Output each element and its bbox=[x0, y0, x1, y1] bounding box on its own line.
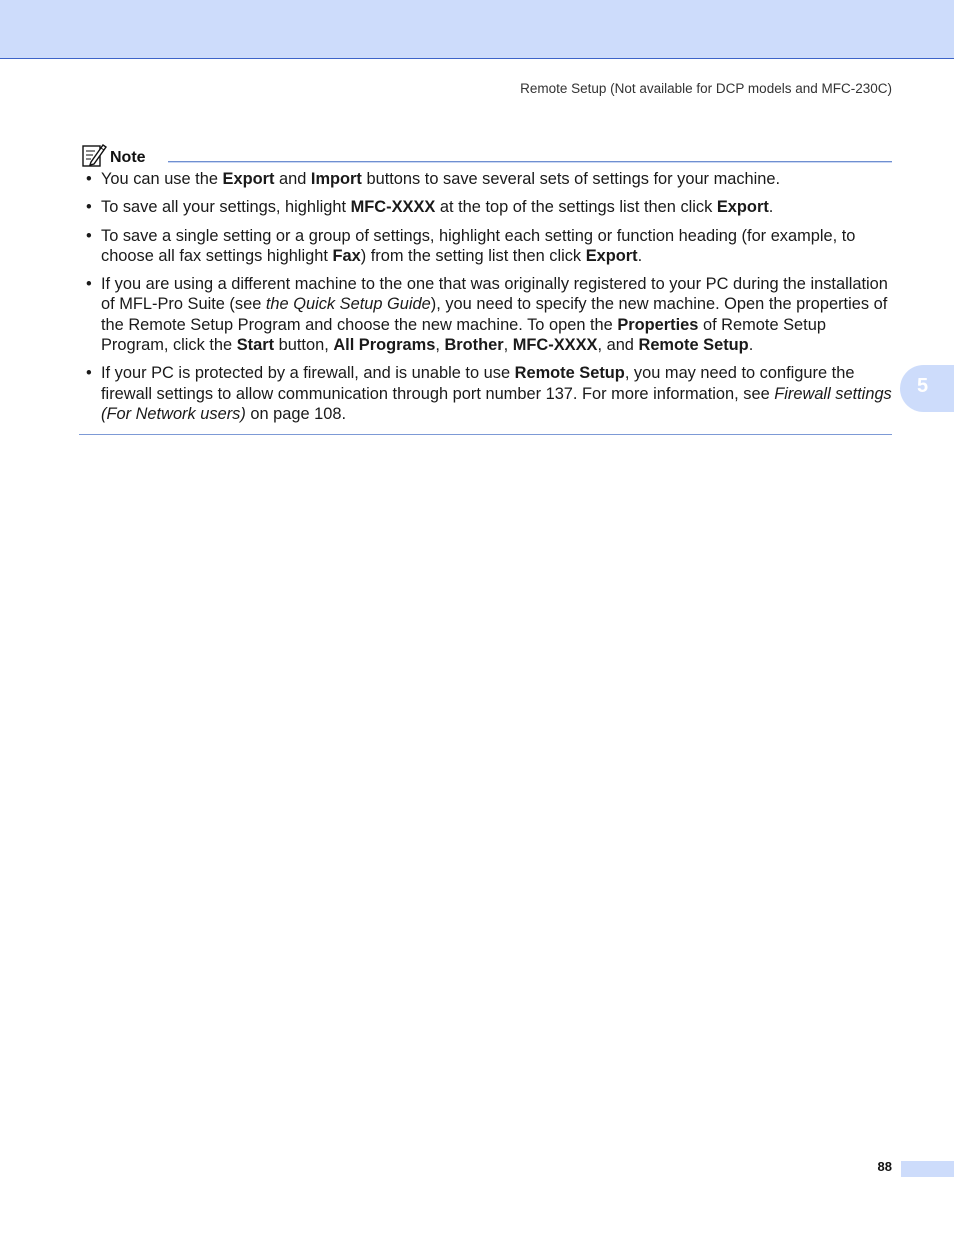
bold-term: Export bbox=[222, 170, 275, 188]
top-header-band bbox=[0, 0, 954, 59]
note-label: Note bbox=[110, 149, 146, 166]
note-list-item bbox=[86, 363, 892, 424]
bold-term: Remote Setup bbox=[638, 336, 749, 355]
bold-term: All Programs bbox=[333, 336, 436, 355]
text-run: of Remote Setup Program, click the bbox=[101, 315, 826, 355]
note-pencil-icon bbox=[81, 142, 107, 168]
bold-term: Export bbox=[716, 198, 769, 217]
text-run: . bbox=[768, 198, 774, 217]
bold-term: Properties bbox=[617, 315, 699, 334]
note-rule bbox=[168, 161, 892, 163]
text-run: on page 108. bbox=[245, 404, 347, 423]
running-header: Remote Setup (Not available for DCP models and MFC-230C) bbox=[520, 81, 892, 96]
text-run: ), you need to specify the new machine. Open the properties of the Remote Setup Program and choose the new machine. To open the bbox=[101, 295, 888, 334]
italic-reference: Firewall settings (For Network users) bbox=[101, 384, 892, 423]
text-run: To save all your settings, highlight bbox=[101, 198, 351, 217]
bold-term: Brother bbox=[444, 336, 504, 355]
note-list-item bbox=[86, 169, 892, 189]
bold-term: MFC-XXXX bbox=[350, 198, 436, 217]
italic-reference: the Quick Setup Guide bbox=[265, 295, 431, 314]
bold-term: Remote Setup bbox=[514, 364, 625, 383]
note-list-item bbox=[86, 226, 892, 267]
page-number: 88 bbox=[877, 1159, 892, 1174]
chapter-tab bbox=[900, 365, 954, 412]
text-run: . bbox=[637, 246, 643, 265]
text-run: , bbox=[435, 336, 445, 355]
note-list-item bbox=[86, 274, 892, 355]
text-run: ) from the setting list then click bbox=[360, 246, 586, 265]
page-number-bar bbox=[901, 1161, 954, 1177]
bold-term: Start bbox=[236, 336, 275, 355]
bold-term: Import bbox=[310, 170, 362, 188]
text-run: If you are using a different machine to the one that was originally registered to your PC during the installation of MFL-Pro Suite (see bbox=[101, 275, 888, 314]
text-run: . bbox=[748, 336, 754, 355]
text-run: , bbox=[503, 336, 513, 355]
text-run: at the top of the settings list then click bbox=[435, 198, 717, 217]
text-run: , you may need to configure the firewall settings to allow communication through port number 137. For more information, see bbox=[101, 364, 855, 403]
bold-term: Export bbox=[585, 246, 638, 265]
text-run: button, bbox=[274, 336, 334, 355]
text-run: and bbox=[274, 170, 311, 188]
text-run: You can use the bbox=[101, 170, 223, 188]
bold-term: Fax bbox=[332, 246, 361, 265]
note-list bbox=[86, 169, 892, 432]
bold-term: MFC-XXXX bbox=[512, 336, 598, 355]
text-run: To save a single setting or a group of settings, highlight each setting or function heading (for example, to choose all fax settings highlight bbox=[101, 226, 856, 265]
text-run: , and bbox=[597, 336, 639, 355]
note-bottom-rule bbox=[79, 434, 892, 435]
chapter-number: 5 bbox=[917, 375, 929, 397]
note-heading bbox=[81, 142, 892, 166]
text-run: If your PC is protected by a firewall, and is unable to use bbox=[101, 364, 515, 383]
text-run: buttons to save several sets of settings for your machine. bbox=[361, 170, 781, 188]
note-list-item bbox=[86, 197, 892, 217]
